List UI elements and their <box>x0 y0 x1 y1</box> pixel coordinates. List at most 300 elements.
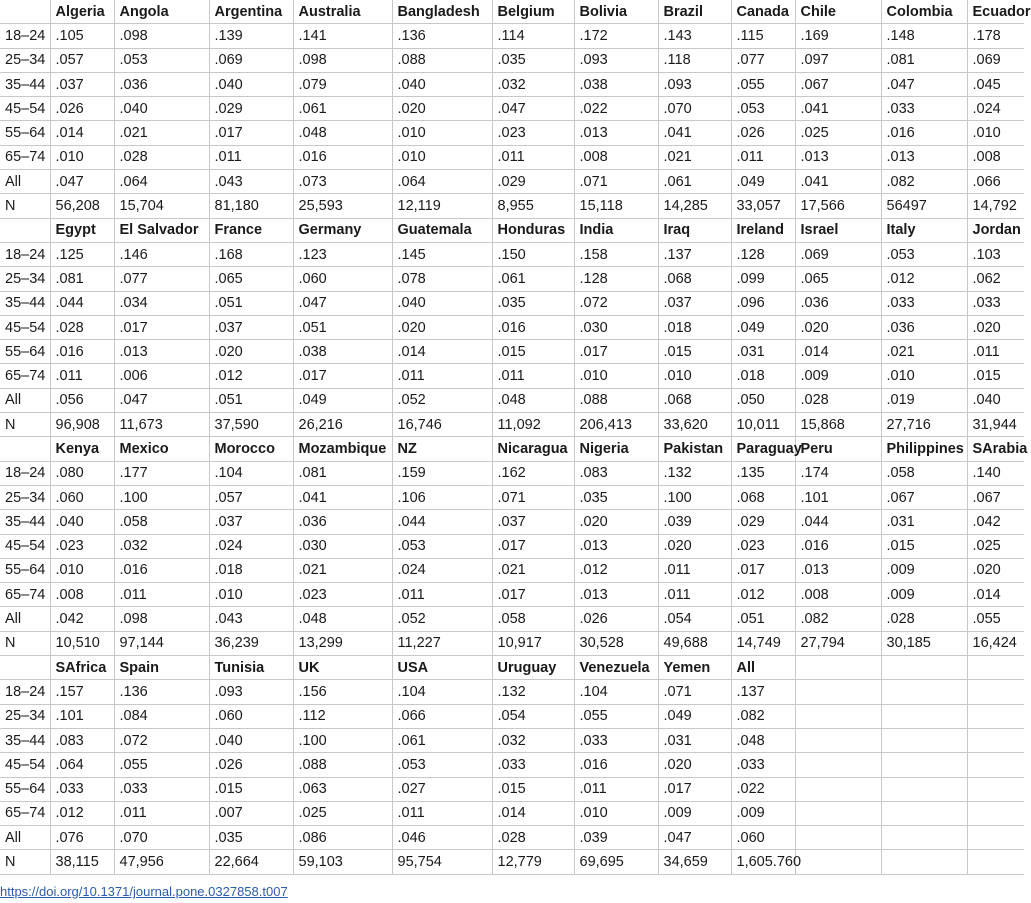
table-cell: .037 <box>50 72 114 96</box>
table-cell: .118 <box>658 48 731 72</box>
table-cell: .024 <box>392 558 492 582</box>
table-cell <box>881 850 967 874</box>
table-cell: .082 <box>881 170 967 194</box>
table-cell <box>795 680 881 704</box>
country-header: Chile <box>795 0 881 24</box>
table-cell: .137 <box>731 680 795 704</box>
table-cell: .079 <box>293 72 392 96</box>
table-cell: 14,792 <box>967 194 1024 218</box>
table-cell: .037 <box>492 510 574 534</box>
table-cell: .051 <box>209 291 293 315</box>
table-cell <box>881 777 967 801</box>
table-cell: .037 <box>209 315 293 339</box>
table-cell: .036 <box>293 510 392 534</box>
table-row <box>0 485 1024 509</box>
country-header: Tunisia <box>209 656 293 680</box>
table-cell: .156 <box>293 680 392 704</box>
table-cell: 47,956 <box>114 850 209 874</box>
table-row <box>0 242 1024 266</box>
table-cell: .010 <box>574 801 658 825</box>
table-cell: .008 <box>50 583 114 607</box>
row-label: 55–64 <box>0 340 50 364</box>
country-header-row <box>0 656 1024 680</box>
table-cell: .106 <box>392 485 492 509</box>
table-cell: .018 <box>658 315 731 339</box>
table-cell: .028 <box>50 315 114 339</box>
table-cell: .018 <box>731 364 795 388</box>
table-cell: .025 <box>967 534 1024 558</box>
table-cell: .100 <box>658 485 731 509</box>
table-cell: .039 <box>658 510 731 534</box>
table-cell: .017 <box>492 534 574 558</box>
table-cell: .069 <box>209 48 293 72</box>
country-header: UK <box>293 656 392 680</box>
table-cell: .015 <box>492 777 574 801</box>
table-row <box>0 558 1024 582</box>
country-header: El Salvador <box>114 218 209 242</box>
row-label: 18–24 <box>0 680 50 704</box>
table-cell: .012 <box>209 364 293 388</box>
country-header <box>881 656 967 680</box>
table-cell: .053 <box>114 48 209 72</box>
table-cell: 56497 <box>881 194 967 218</box>
table-cell: .042 <box>967 510 1024 534</box>
table-cell <box>967 680 1024 704</box>
table-cell: .028 <box>492 826 574 850</box>
table-cell: .020 <box>574 510 658 534</box>
table-cell: .067 <box>967 485 1024 509</box>
country-header: Honduras <box>492 218 574 242</box>
table-cell: .010 <box>50 558 114 582</box>
table-cell: .058 <box>492 607 574 631</box>
table-cell: .082 <box>731 704 795 728</box>
table-cell: .101 <box>795 485 881 509</box>
table-cell: .010 <box>392 145 492 169</box>
table-cell: 15,118 <box>574 194 658 218</box>
doi-link[interactable]: https://doi.org/10.1371/journal.pone.0327858.t007 <box>0 884 288 899</box>
table-cell: .049 <box>293 388 392 412</box>
table-cell: .011 <box>50 364 114 388</box>
country-header: All <box>731 656 795 680</box>
row-label: All <box>0 826 50 850</box>
table-cell: .047 <box>658 826 731 850</box>
table-cell: .015 <box>881 534 967 558</box>
row-label: All <box>0 170 50 194</box>
table-cell: .008 <box>795 583 881 607</box>
table-cell: .016 <box>114 558 209 582</box>
table-cell: .020 <box>392 315 492 339</box>
table-cell: .054 <box>492 704 574 728</box>
table-cell: .008 <box>574 145 658 169</box>
table-cell: .028 <box>114 145 209 169</box>
table-cell: .040 <box>392 72 492 96</box>
country-header-row <box>0 437 1024 461</box>
table-cell: 33,057 <box>731 194 795 218</box>
table-cell: .103 <box>967 242 1024 266</box>
table-cell <box>881 826 967 850</box>
row-label: N <box>0 631 50 655</box>
country-header: Argentina <box>209 0 293 24</box>
table-cell: .076 <box>50 826 114 850</box>
table-cell: .021 <box>114 121 209 145</box>
table-cell: .070 <box>114 826 209 850</box>
table-cell: .174 <box>795 461 881 485</box>
table-cell: .136 <box>392 24 492 48</box>
country-header: SArabia <box>967 437 1024 461</box>
country-header: Ireland <box>731 218 795 242</box>
country-header: Iraq <box>658 218 731 242</box>
corner-cell <box>0 437 50 461</box>
table-cell: .011 <box>492 364 574 388</box>
table-cell: .016 <box>795 534 881 558</box>
table-cell: .098 <box>114 24 209 48</box>
country-header: Spain <box>114 656 209 680</box>
table-cell: .020 <box>967 315 1024 339</box>
table-cell: 97,144 <box>114 631 209 655</box>
table-cell: 25,593 <box>293 194 392 218</box>
table-cell <box>881 801 967 825</box>
table-cell: .068 <box>731 485 795 509</box>
table-cell: .017 <box>574 340 658 364</box>
table-cell <box>881 728 967 752</box>
table-row <box>0 753 1024 777</box>
row-label: 18–24 <box>0 461 50 485</box>
table-cell: .020 <box>392 97 492 121</box>
row-label: 65–74 <box>0 364 50 388</box>
table-cell: .009 <box>881 583 967 607</box>
table-cell: .128 <box>731 242 795 266</box>
table-cell: .064 <box>114 170 209 194</box>
table-cell: .033 <box>881 291 967 315</box>
table-row <box>0 267 1024 291</box>
country-header: Kenya <box>50 437 114 461</box>
table-row <box>0 607 1024 631</box>
table-cell: .013 <box>114 340 209 364</box>
table-cell: .036 <box>881 315 967 339</box>
table-cell: .031 <box>658 728 731 752</box>
table-row <box>0 48 1024 72</box>
table-cell: .088 <box>293 753 392 777</box>
row-label: 65–74 <box>0 583 50 607</box>
table-cell: .010 <box>392 121 492 145</box>
table-cell: .011 <box>209 145 293 169</box>
table-cell: .031 <box>881 510 967 534</box>
table-cell: .026 <box>731 121 795 145</box>
table-row <box>0 850 1024 874</box>
row-label: All <box>0 388 50 412</box>
table-cell: .081 <box>881 48 967 72</box>
table-cell: .040 <box>50 510 114 534</box>
table-cell: .141 <box>293 24 392 48</box>
table-cell: 26,216 <box>293 413 392 437</box>
table-cell: .022 <box>574 97 658 121</box>
table-cell: 8,955 <box>492 194 574 218</box>
row-label: All <box>0 607 50 631</box>
table-cell: .158 <box>574 242 658 266</box>
country-header: India <box>574 218 658 242</box>
table-cell: .032 <box>492 72 574 96</box>
table-cell <box>795 753 881 777</box>
table-cell: .016 <box>881 121 967 145</box>
table-cell: .060 <box>293 267 392 291</box>
table-cell: .044 <box>795 510 881 534</box>
table-cell: 56,208 <box>50 194 114 218</box>
table-cell: .049 <box>731 170 795 194</box>
table-cell: .017 <box>114 315 209 339</box>
table-cell: .041 <box>795 170 881 194</box>
table-cell: .086 <box>293 826 392 850</box>
table-cell: .093 <box>658 72 731 96</box>
table-cell <box>967 801 1024 825</box>
table-cell: .026 <box>574 607 658 631</box>
table-cell: .013 <box>881 145 967 169</box>
row-label: 45–54 <box>0 97 50 121</box>
table-row <box>0 680 1024 704</box>
table-cell: .069 <box>795 242 881 266</box>
table-cell: .019 <box>881 388 967 412</box>
corner-cell <box>0 656 50 680</box>
row-label: 25–34 <box>0 267 50 291</box>
country-header: Pakistan <box>658 437 731 461</box>
corner-cell <box>0 218 50 242</box>
table-cell: .035 <box>492 48 574 72</box>
table-cell: .014 <box>795 340 881 364</box>
row-label: 35–44 <box>0 291 50 315</box>
table-row <box>0 291 1024 315</box>
table-cell: .040 <box>967 388 1024 412</box>
table-cell: .060 <box>209 704 293 728</box>
table-row <box>0 728 1024 752</box>
table-cell: 95,754 <box>392 850 492 874</box>
table-cell <box>795 728 881 752</box>
country-header: Angola <box>114 0 209 24</box>
table-cell: .048 <box>293 607 392 631</box>
table-cell: 1,605.760 <box>731 850 795 874</box>
table-cell: .036 <box>795 291 881 315</box>
table-cell: .020 <box>795 315 881 339</box>
table-cell: .060 <box>50 485 114 509</box>
table-cell: .012 <box>50 801 114 825</box>
country-header: Canada <box>731 0 795 24</box>
table-cell: .013 <box>574 121 658 145</box>
table-row <box>0 388 1024 412</box>
table-cell: .104 <box>209 461 293 485</box>
table-cell: .044 <box>392 510 492 534</box>
table-cell: .033 <box>731 753 795 777</box>
table-cell: .136 <box>114 680 209 704</box>
table-cell: .054 <box>658 607 731 631</box>
row-label: 55–64 <box>0 777 50 801</box>
table-cell: 27,716 <box>881 413 967 437</box>
table-cell: .011 <box>492 145 574 169</box>
table-cell <box>881 680 967 704</box>
table-cell: 10,917 <box>492 631 574 655</box>
table-cell: .030 <box>293 534 392 558</box>
table-cell: .010 <box>209 583 293 607</box>
table-cell: .168 <box>209 242 293 266</box>
row-label: 55–64 <box>0 558 50 582</box>
table-cell: 11,092 <box>492 413 574 437</box>
table-cell: .065 <box>795 267 881 291</box>
table-cell: .053 <box>731 97 795 121</box>
table-cell: 36,239 <box>209 631 293 655</box>
table-cell: .061 <box>492 267 574 291</box>
table-cell: .053 <box>881 242 967 266</box>
table-row <box>0 194 1024 218</box>
table-cell: .066 <box>392 704 492 728</box>
table-cell: .146 <box>114 242 209 266</box>
table-cell: .125 <box>50 242 114 266</box>
table-cell: 12,779 <box>492 850 574 874</box>
table-cell: .011 <box>392 583 492 607</box>
table-cell: .067 <box>795 72 881 96</box>
country-header: Germany <box>293 218 392 242</box>
table-cell: .025 <box>293 801 392 825</box>
table-cell: .048 <box>492 388 574 412</box>
country-header: Mozambique <box>293 437 392 461</box>
table-cell: .084 <box>114 704 209 728</box>
table-row <box>0 534 1024 558</box>
table-cell: .010 <box>967 121 1024 145</box>
table-cell: .099 <box>731 267 795 291</box>
table-cell: .132 <box>658 461 731 485</box>
country-header: France <box>209 218 293 242</box>
table-cell: .057 <box>50 48 114 72</box>
table-cell: .016 <box>574 753 658 777</box>
table-cell: .026 <box>50 97 114 121</box>
table-cell: .017 <box>492 583 574 607</box>
country-header: Italy <box>881 218 967 242</box>
table-cell: .037 <box>209 510 293 534</box>
row-label: 45–54 <box>0 753 50 777</box>
table-cell: .010 <box>881 364 967 388</box>
table-row <box>0 340 1024 364</box>
table-cell: .123 <box>293 242 392 266</box>
table-cell: .017 <box>731 558 795 582</box>
table-cell: .033 <box>50 777 114 801</box>
country-header: Peru <box>795 437 881 461</box>
table-row <box>0 826 1024 850</box>
table-cell: .031 <box>731 340 795 364</box>
country-header: Bangladesh <box>392 0 492 24</box>
country-header: Algeria <box>50 0 114 24</box>
table-cell: .016 <box>50 340 114 364</box>
table-cell: .012 <box>574 558 658 582</box>
table-cell: .016 <box>492 315 574 339</box>
table-cell: 14,285 <box>658 194 731 218</box>
table-cell: .159 <box>392 461 492 485</box>
table-cell: .033 <box>574 728 658 752</box>
table-cell: .145 <box>392 242 492 266</box>
table-cell: .007 <box>209 801 293 825</box>
row-label: 35–44 <box>0 728 50 752</box>
row-label: 65–74 <box>0 801 50 825</box>
table-row <box>0 315 1024 339</box>
table-cell: .051 <box>293 315 392 339</box>
table-cell: .021 <box>293 558 392 582</box>
table-cell: .055 <box>114 753 209 777</box>
table-cell: .055 <box>574 704 658 728</box>
table-cell: .104 <box>392 680 492 704</box>
row-label: 35–44 <box>0 72 50 96</box>
table-cell: .033 <box>967 291 1024 315</box>
table-cell: .017 <box>293 364 392 388</box>
table-cell: .061 <box>293 97 392 121</box>
table-cell: .026 <box>209 753 293 777</box>
country-header: Morocco <box>209 437 293 461</box>
table-cell: .020 <box>658 753 731 777</box>
table-cell <box>795 850 881 874</box>
table-cell: .077 <box>114 267 209 291</box>
table-cell: .055 <box>967 607 1024 631</box>
table-cell: .139 <box>209 24 293 48</box>
table-cell: .015 <box>492 340 574 364</box>
table-cell: .128 <box>574 267 658 291</box>
table-cell: .056 <box>50 388 114 412</box>
table-cell: .172 <box>574 24 658 48</box>
row-label: N <box>0 850 50 874</box>
table-cell: .010 <box>658 364 731 388</box>
table-cell: .010 <box>50 145 114 169</box>
table-cell: .040 <box>392 291 492 315</box>
table-cell <box>795 826 881 850</box>
table-cell: .088 <box>392 48 492 72</box>
table-cell: .067 <box>881 485 967 509</box>
table-cell: .061 <box>392 728 492 752</box>
table-cell: .043 <box>209 170 293 194</box>
country-header <box>795 656 881 680</box>
table-cell: 17,566 <box>795 194 881 218</box>
table-row <box>0 631 1024 655</box>
table-cell: .071 <box>574 170 658 194</box>
table-cell: .009 <box>881 558 967 582</box>
table-cell: .047 <box>114 388 209 412</box>
table-cell: .040 <box>114 97 209 121</box>
table-cell: .006 <box>114 364 209 388</box>
table-cell: 11,673 <box>114 413 209 437</box>
table-cell: .177 <box>114 461 209 485</box>
row-label: 65–74 <box>0 145 50 169</box>
table-cell: .015 <box>209 777 293 801</box>
row-label: 45–54 <box>0 534 50 558</box>
table-cell: .012 <box>731 583 795 607</box>
country-header: SAfrica <box>50 656 114 680</box>
table-cell: .097 <box>795 48 881 72</box>
table-cell: .053 <box>392 753 492 777</box>
table-cell: .017 <box>658 777 731 801</box>
table-cell: .020 <box>658 534 731 558</box>
table-cell: .070 <box>658 97 731 121</box>
table-cell: 81,180 <box>209 194 293 218</box>
table-cell: .077 <box>731 48 795 72</box>
table-cell: .011 <box>392 801 492 825</box>
country-header-row <box>0 0 1024 24</box>
table-cell: .016 <box>293 145 392 169</box>
row-label: 45–54 <box>0 315 50 339</box>
country-header: Venezuela <box>574 656 658 680</box>
table-cell <box>967 728 1024 752</box>
table-cell: .013 <box>574 534 658 558</box>
table-cell: .047 <box>293 291 392 315</box>
row-label: 25–34 <box>0 48 50 72</box>
table-cell: .011 <box>574 777 658 801</box>
table-cell: .088 <box>574 388 658 412</box>
footer <box>0 884 288 899</box>
table-cell: .061 <box>658 170 731 194</box>
table-cell <box>795 777 881 801</box>
table-cell: 34,659 <box>658 850 731 874</box>
table-cell: .045 <box>967 72 1024 96</box>
